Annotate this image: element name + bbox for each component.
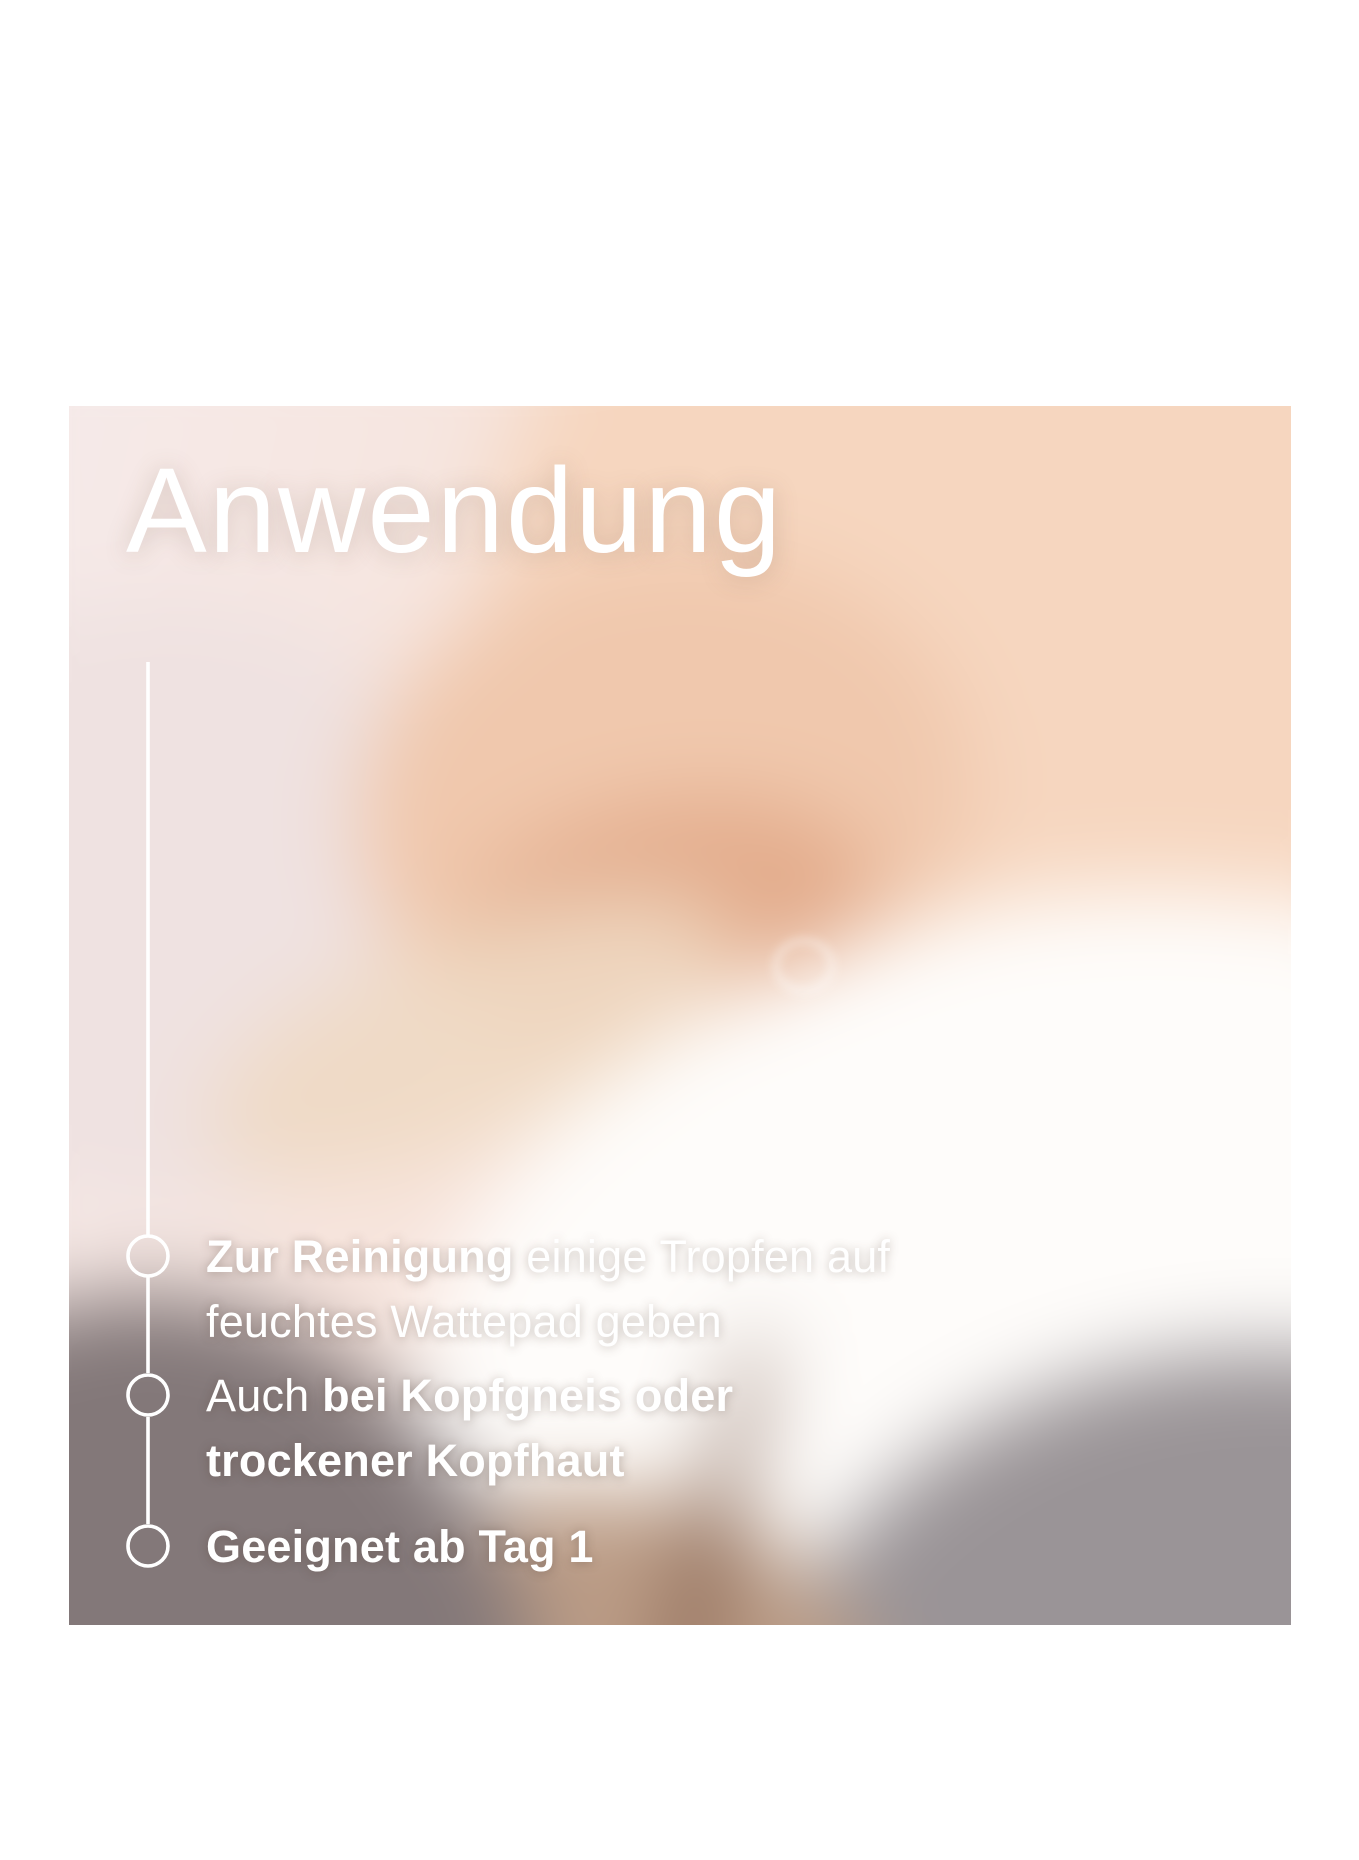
bullet-line xyxy=(206,1224,890,1289)
bullet-line xyxy=(206,1363,733,1428)
bullet-text-segment: feuchtes Wattepad geben xyxy=(206,1296,722,1347)
bullet-text-segment: Auch xyxy=(206,1370,323,1421)
bullet-text-segment: einige Tropfen auf xyxy=(513,1231,891,1282)
bullet-item xyxy=(206,1363,733,1493)
bullet-text-segment: Geeignet ab Tag 1 xyxy=(206,1521,594,1572)
bullet-text-segment: bei Kopfgneis oder xyxy=(322,1370,734,1421)
bullet-line xyxy=(206,1428,733,1493)
bullet-text-segment: trockener Kopfhaut xyxy=(206,1435,625,1486)
bullet-item xyxy=(206,1224,890,1354)
baby-photo xyxy=(69,406,1291,1625)
bullet-line xyxy=(206,1514,594,1579)
section-title: Anwendung xyxy=(126,442,784,578)
bullet-line xyxy=(206,1289,890,1354)
bullet-list xyxy=(206,406,1206,1625)
bullet-item xyxy=(206,1514,594,1579)
bullet-text-segment: Zur Reinigung xyxy=(206,1231,514,1282)
